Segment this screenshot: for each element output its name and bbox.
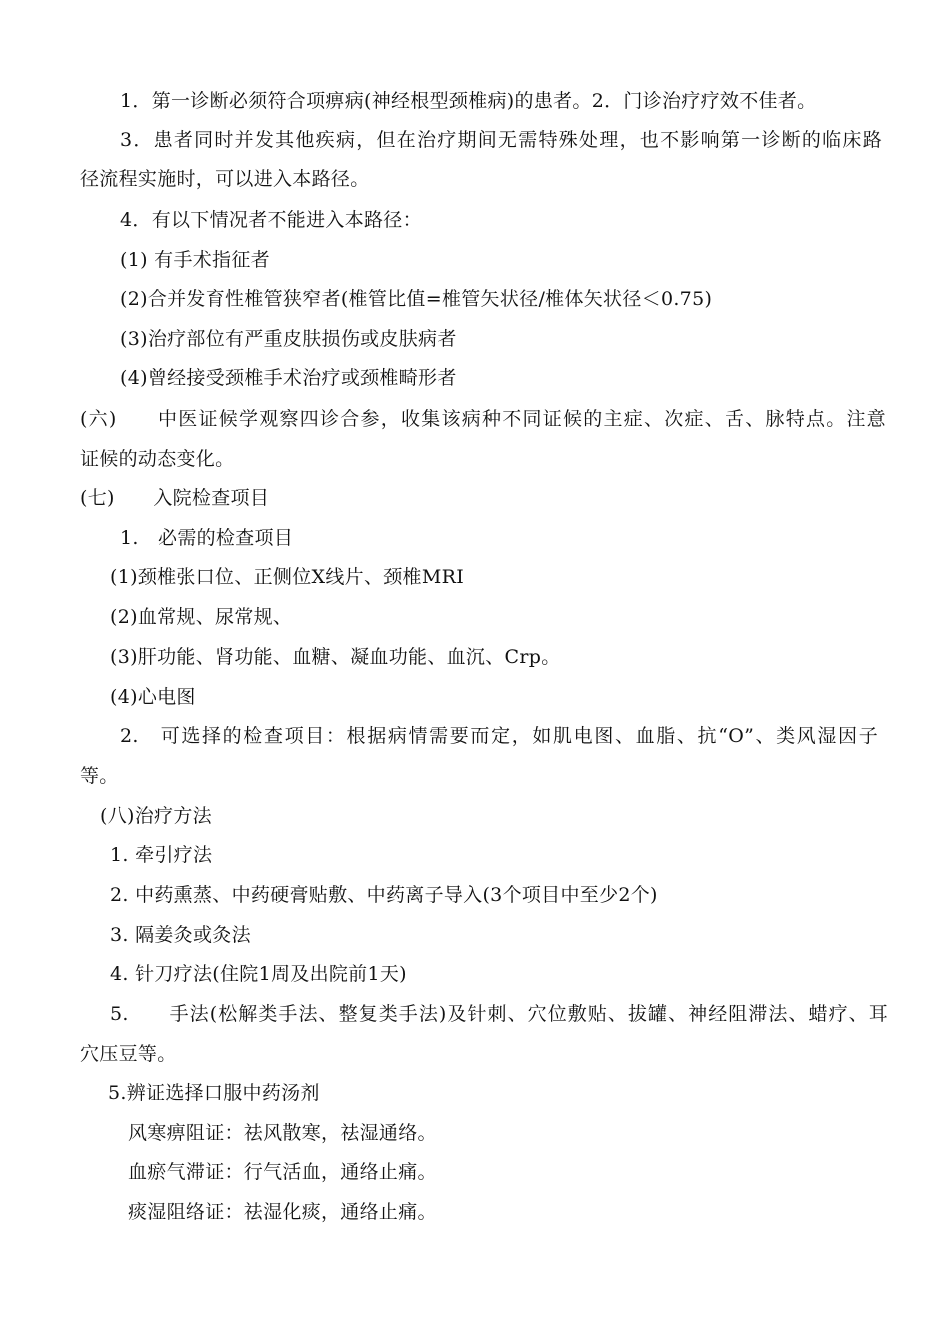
exclusion-item-3: (3)治疗部位有严重皮肤损伤或皮肤病者: [120, 328, 457, 350]
section-seven-heading: (七) 入院检查项目: [80, 487, 270, 509]
treatment-item-5-line-2: 穴压豆等。: [80, 1043, 177, 1065]
treatment-item-1: 1. 牵引疗法: [110, 844, 213, 866]
exclusion-heading: 4．有以下情况者不能进入本路径：: [120, 209, 422, 231]
optional-exams-line-1: 2. 可选择的检查项目：根据病情需要而定，如肌电图、血脂、抗“O”、类风湿因子: [120, 725, 878, 747]
syndrome-wind-cold: 风寒痹阻证：祛风散寒，祛湿通络。: [128, 1122, 437, 1144]
required-exam-3: (3)肝功能、肾功能、血糖、凝血功能、血沉、Crp。: [110, 646, 561, 668]
treatment-item-4: 4. 针刀疗法(住院1周及出院前1天): [110, 963, 407, 985]
required-exam-4: (4)心电图: [110, 686, 196, 708]
criteria-line-3-cont: 径流程实施时，可以进入本路径。: [80, 168, 370, 190]
required-exams-heading: 1. 必需的检查项目: [120, 527, 294, 549]
exclusion-item-2: (2)合并发育性椎管狭窄者(椎管比值=椎管矢状径/椎体矢状径＜0.75): [120, 288, 713, 310]
required-exam-1: (1)颈椎张口位、正侧位X线片、颈椎MRI: [110, 566, 465, 588]
syndrome-phlegm-damp: 痰湿阻络证：祛湿化痰，通络止痛。: [128, 1201, 437, 1223]
herbal-decoction-heading: 5.辨证选择口服中药汤剂: [108, 1082, 320, 1104]
treatment-item-2: 2. 中药熏蒸、中药硬膏贴敷、中药离子导入(3个项目中至少2个): [110, 884, 658, 906]
treatment-item-3: 3. 隔姜灸或灸法: [110, 924, 251, 946]
syndrome-blood-stasis: 血瘀气滞证：行气活血，通络止痛。: [128, 1161, 437, 1183]
section-six-line-1: (六) 中医证候学观察四诊合参，收集该病种不同证候的主症、次症、舌、脉特点。注意: [80, 408, 886, 430]
exclusion-item-4: (4)曾经接受颈椎手术治疗或颈椎畸形者: [120, 367, 457, 389]
treatment-item-5-line-1: 5. 手法(松解类手法、整复类手法)及针刺、穴位敷贴、拔罐、神经阻滞法、蜡疗、耳: [110, 1003, 888, 1025]
criteria-line-1: 1．第一诊断必须符合项痹病(神经根型颈椎病)的患者。2．门诊治疗疗效不佳者。: [120, 90, 817, 112]
exclusion-item-1: (1) 有手术指征者: [120, 249, 270, 271]
section-eight-heading: (八)治疗方法: [100, 805, 212, 827]
required-exam-2: (2)血常规、尿常规、: [110, 606, 293, 628]
section-six-line-2: 证候的动态变化。: [80, 448, 235, 470]
optional-exams-line-2: 等。: [80, 765, 119, 787]
criteria-line-3: 3．患者同时并发其他疾病，但在治疗期间无需特殊处理，也不影响第一诊断的临床路: [120, 129, 882, 151]
